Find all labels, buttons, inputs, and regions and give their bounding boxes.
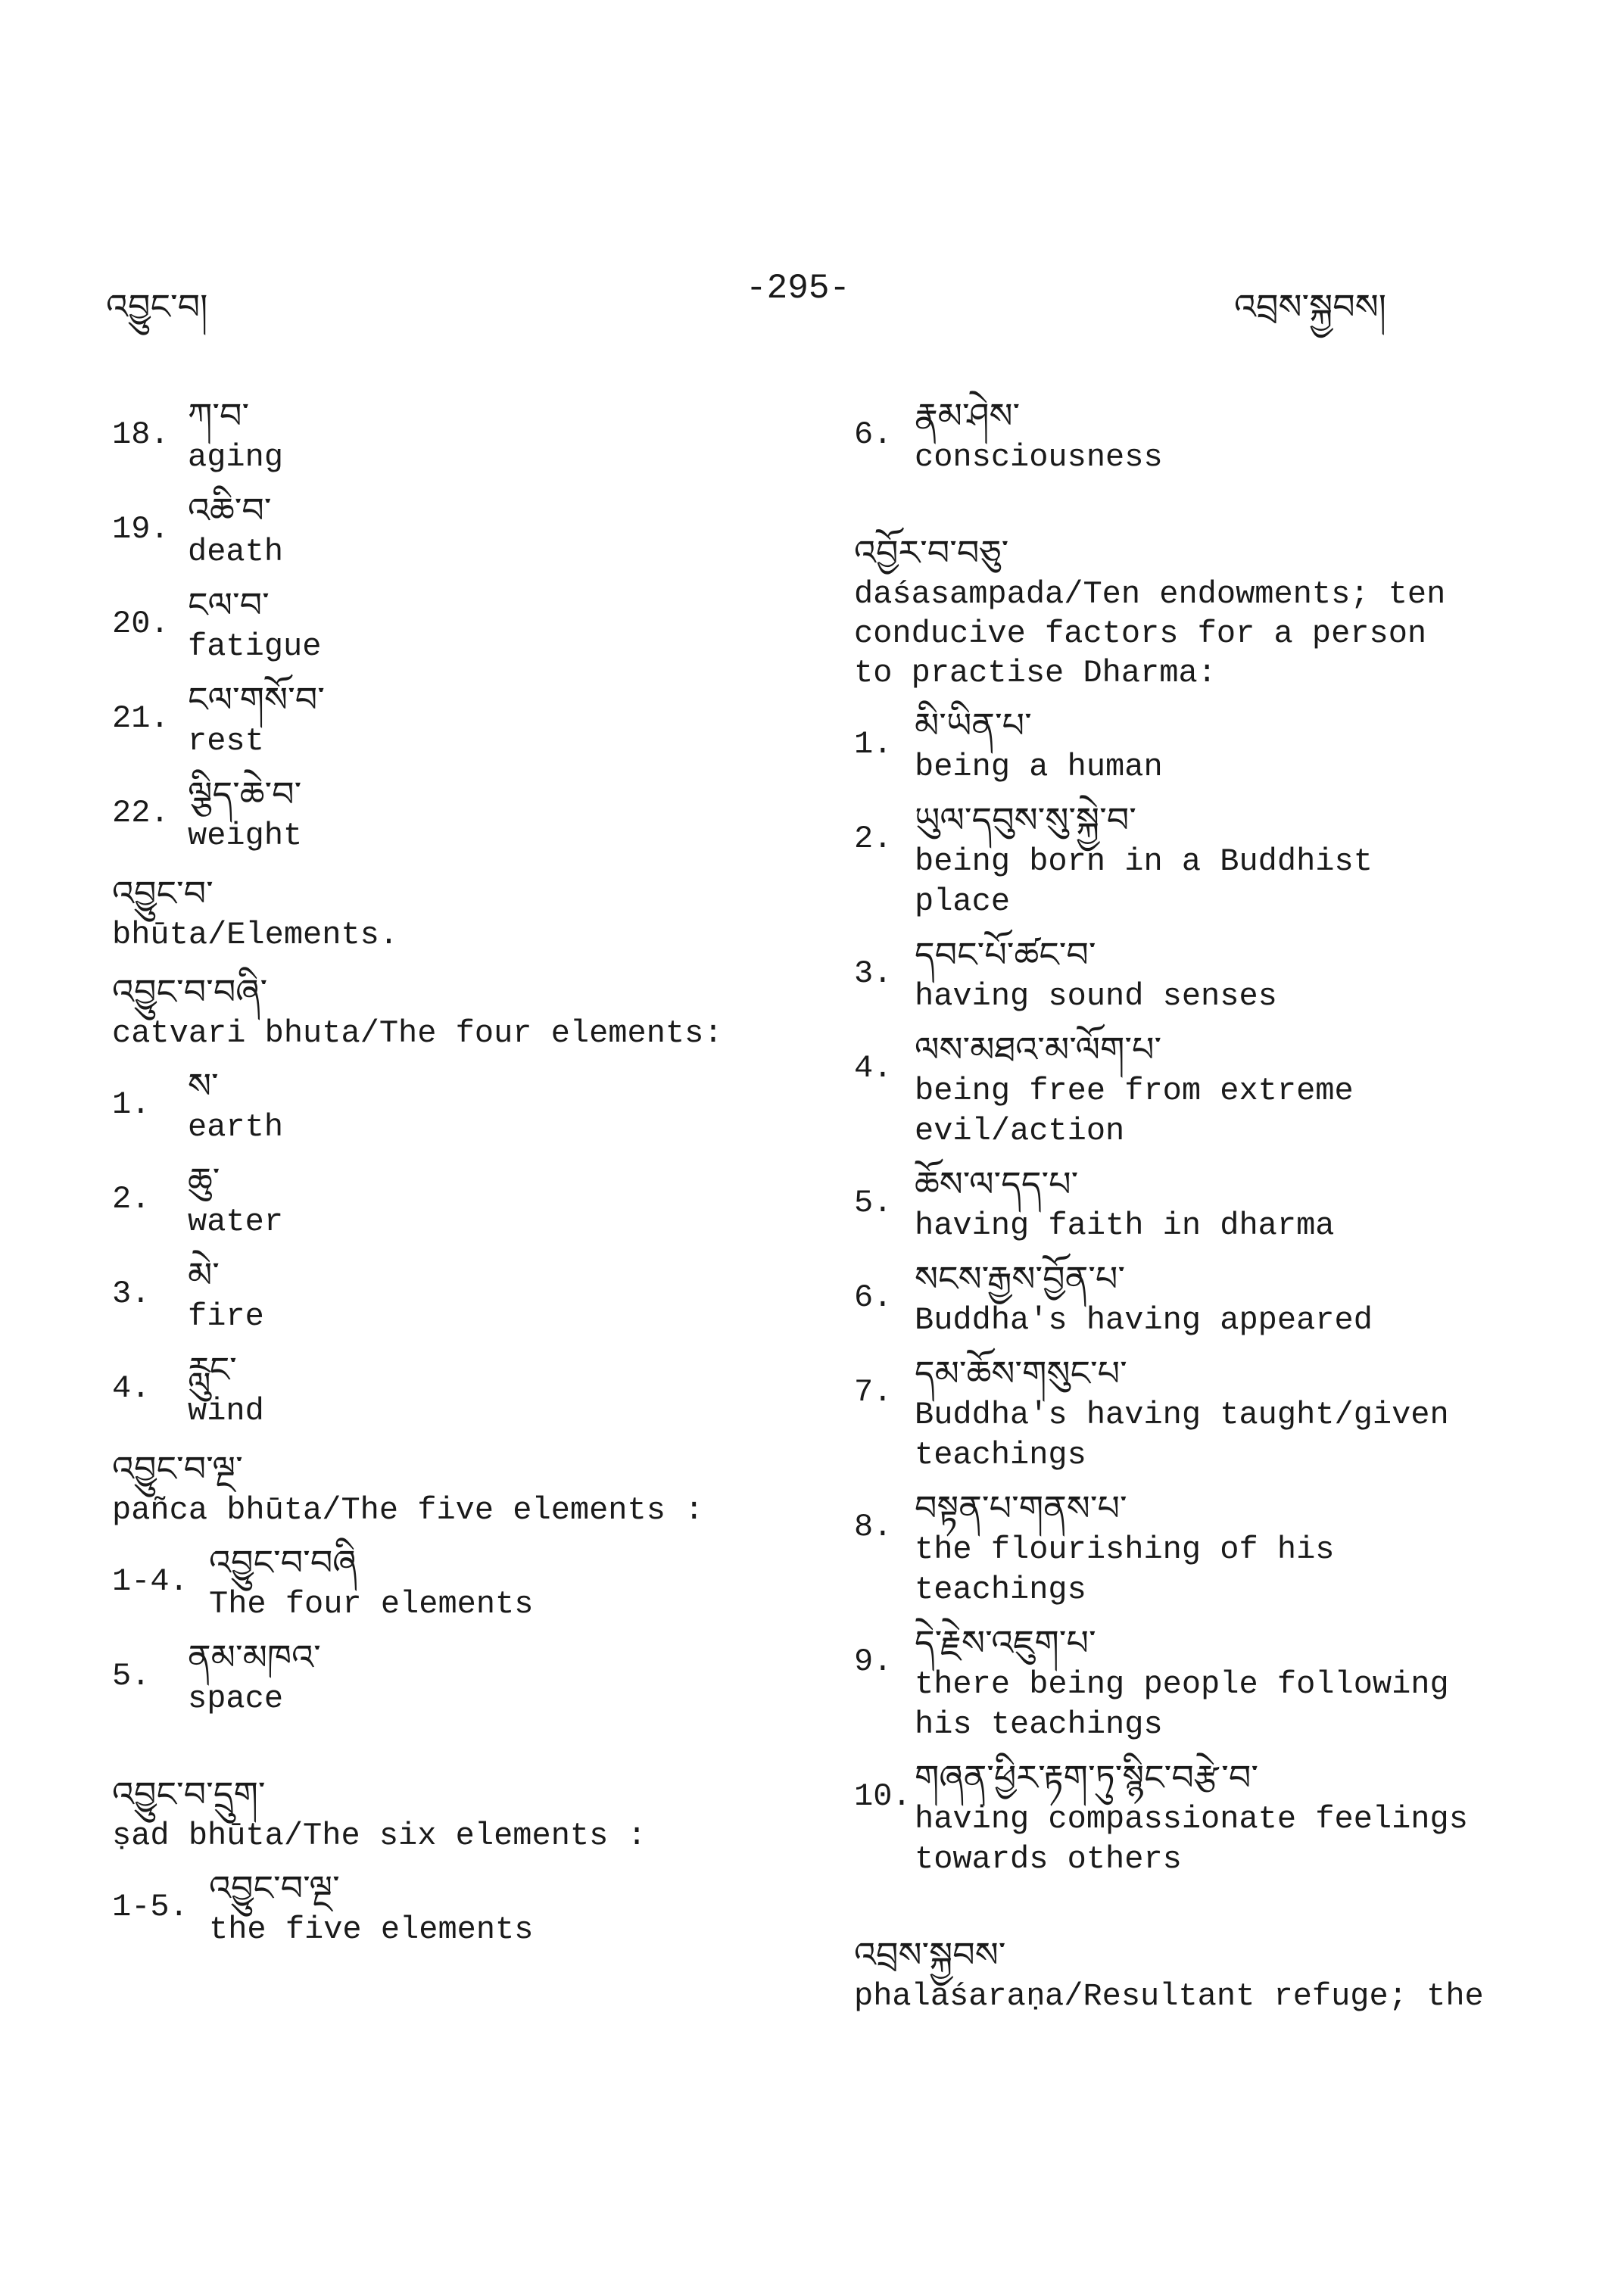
item-number: 1.	[854, 726, 893, 762]
section-description: conducive factors for a person	[854, 615, 1427, 652]
item-body	[915, 1257, 1535, 1341]
english-gloss: aging	[188, 439, 284, 475]
item-number: 1-5.	[112, 1889, 189, 1925]
english-gloss: weight	[188, 818, 303, 854]
section-description: catvari bhuta/The four elements:	[112, 1015, 723, 1051]
tibetan-term: ལྕིད་ཆེ་བ་	[188, 774, 302, 815]
list-item	[112, 1866, 824, 1950]
spacer	[854, 488, 1535, 516]
item-number: 9.	[854, 1643, 893, 1680]
item-body	[188, 1635, 824, 1719]
english-gloss: Buddha's having taught/given	[915, 1397, 1449, 1433]
english-gloss: the five elements	[209, 1911, 534, 1948]
item-body	[915, 394, 1535, 478]
english-gloss: wind	[188, 1393, 264, 1429]
item-body	[915, 1756, 1535, 1880]
item-body	[915, 933, 1535, 1017]
item-number: 22.	[112, 795, 170, 831]
english-gloss: there being people following	[915, 1666, 1449, 1703]
item-body	[188, 678, 824, 762]
item-body	[915, 1027, 1535, 1151]
list-item	[854, 1756, 1535, 1880]
item-number: 2.	[854, 821, 893, 857]
english-gloss: towards others	[915, 1841, 1182, 1877]
section-heading	[854, 531, 1535, 693]
item-body	[915, 1621, 1535, 1745]
list-item	[854, 1162, 1535, 1246]
english-gloss: teachings	[915, 1437, 1086, 1473]
list-item	[112, 1635, 824, 1719]
english-gloss: rest	[188, 723, 264, 759]
item-number: 4.	[854, 1050, 893, 1086]
item-number: 1-4.	[112, 1563, 189, 1600]
english-gloss: evil/action	[915, 1113, 1125, 1149]
item-number: 3.	[854, 955, 893, 992]
tibetan-term: དམ་ཆོས་གསུང་པ་	[915, 1353, 1127, 1394]
english-gloss: Buddha's having appeared	[915, 1302, 1373, 1338]
section-tibetan-term: འབྱུང་བ་	[112, 873, 214, 914]
list-item	[854, 933, 1535, 1017]
item-number: 4.	[112, 1370, 151, 1407]
section-description: pañca bhūta/The five elements :	[112, 1492, 704, 1528]
english-gloss: place	[915, 883, 1011, 920]
list-item	[854, 1351, 1535, 1475]
item-number: 8.	[854, 1509, 893, 1545]
tibetan-term: སངས་རྒྱས་བྱོན་པ་	[915, 1258, 1126, 1299]
item-body	[188, 583, 824, 667]
item-number: 1.	[112, 1086, 151, 1123]
english-gloss: earth	[188, 1109, 284, 1145]
header-left-title: འབྱུང་བ།	[106, 286, 208, 327]
item-body	[188, 488, 824, 572]
section-description: phalaśaraṇa/Resultant refuge; the	[854, 1978, 1484, 2014]
item-number: 18.	[112, 416, 170, 453]
item-body	[209, 1866, 824, 1950]
header-right-title: འབྲས་སྐྱབས།	[1234, 286, 1386, 327]
english-gloss: having compassionate feelings	[915, 1801, 1468, 1837]
item-number: 20.	[112, 606, 170, 642]
section-heading	[112, 1772, 824, 1855]
item-body	[188, 1158, 824, 1242]
list-item	[854, 1486, 1535, 1610]
section-tibetan-term: འབྱུང་བ་བཞི་	[112, 971, 268, 1012]
section-heading	[112, 970, 824, 1053]
tibetan-term: རླུང་	[188, 1349, 237, 1390]
list-item	[112, 394, 824, 478]
section-tibetan-term: འབྲས་སྐྱབས་	[854, 1934, 1006, 1975]
page-number: -295-	[746, 269, 851, 308]
tibetan-term: ཆོས་ལ་དད་པ་	[915, 1164, 1079, 1204]
list-item	[854, 1027, 1535, 1151]
english-gloss: space	[188, 1681, 284, 1717]
list-item	[112, 583, 824, 667]
tibetan-term: མེ་	[188, 1254, 220, 1295]
item-number: 7.	[854, 1374, 893, 1410]
item-number: 5.	[112, 1658, 151, 1694]
tibetan-term: འཆི་བ་	[188, 490, 272, 531]
item-body	[188, 772, 824, 856]
tibetan-term: འབྱུང་བ་བཞི	[209, 1542, 357, 1583]
section-description: bhūta/Elements.	[112, 917, 399, 953]
spacer	[112, 1730, 824, 1757]
item-body	[209, 1541, 824, 1625]
item-body	[915, 703, 1535, 787]
list-item	[854, 798, 1535, 922]
english-gloss: his teachings	[915, 1706, 1163, 1743]
tibetan-term: ངལ་བ་	[188, 584, 270, 625]
tibetan-term: དེ་རྗེས་འཇུག་པ་	[915, 1622, 1096, 1663]
list-item	[112, 772, 824, 856]
section-description: daśasampada/Ten endowments; ten	[854, 576, 1446, 612]
page-header	[0, 269, 1624, 327]
english-gloss: death	[188, 534, 284, 570]
list-item	[854, 1257, 1535, 1341]
spacer	[854, 1890, 1535, 1918]
english-gloss: consciousness	[915, 439, 1163, 475]
tibetan-term: ཀ་བ་	[188, 395, 250, 436]
tibetan-term: རྣམ་ཤེས་	[915, 395, 1021, 436]
item-number: 5.	[854, 1185, 893, 1221]
tibetan-term: ངལ་གསོ་བ་	[188, 679, 325, 720]
item-number: 3.	[112, 1276, 151, 1312]
item-number: 6.	[854, 416, 893, 453]
item-body	[915, 1351, 1535, 1475]
item-number: 21.	[112, 700, 170, 737]
english-gloss: being born in a Buddhist	[915, 843, 1373, 880]
english-gloss: fire	[188, 1298, 264, 1335]
section-tibetan-term: འབྱུང་བ་དྲུག་	[112, 1774, 266, 1815]
list-item	[112, 488, 824, 572]
list-item	[112, 1347, 824, 1432]
tibetan-term: ལས་མཐའ་མ་ལོག་པ་	[915, 1029, 1162, 1070]
item-number: 10.	[854, 1778, 912, 1815]
item-body	[915, 1162, 1535, 1246]
list-item	[112, 1064, 824, 1148]
list-item	[112, 1253, 824, 1337]
item-number: 6.	[854, 1279, 893, 1316]
list-item	[854, 1621, 1535, 1745]
item-body	[188, 1347, 824, 1432]
right-column	[854, 394, 1535, 2027]
list-item	[112, 678, 824, 762]
tibetan-term: གཞན་ཕྱིར་རྟག་ཏུ་སྙིང་བརྩེ་བ་	[915, 1757, 1258, 1798]
left-column	[112, 394, 824, 1961]
section-description: ṣad bhūta/The six elements :	[112, 1818, 647, 1854]
item-number: 2.	[112, 1181, 151, 1217]
english-gloss: having faith in dharma	[915, 1207, 1335, 1244]
section-heading	[112, 1447, 824, 1530]
item-number: 19.	[112, 511, 170, 547]
item-body	[188, 394, 824, 478]
english-gloss: water	[188, 1204, 284, 1240]
tibetan-term: ཡུལ་དབུས་སུ་སྐྱེ་བ་	[915, 799, 1136, 840]
section-description: to practise Dharma:	[854, 655, 1217, 691]
section-tibetan-term: འབྱོར་བ་བཅུ་	[854, 532, 1009, 573]
tibetan-term: མི་ཡིན་པ་	[915, 705, 1032, 746]
english-gloss: the flourishing of his	[915, 1531, 1335, 1568]
section-heading	[112, 871, 824, 955]
tibetan-term: བསྟན་པ་གནས་པ་	[915, 1488, 1127, 1528]
tibetan-term: འབྱུང་བ་ལྔ་	[209, 1868, 340, 1908]
tibetan-term: ཆུ་	[188, 1160, 220, 1201]
english-gloss: being free from extreme	[915, 1073, 1354, 1109]
item-body	[188, 1064, 824, 1148]
item-body	[915, 798, 1535, 922]
section-heading	[854, 1933, 1535, 2016]
tibetan-term: དབང་པོ་ཚང་བ་	[915, 934, 1096, 975]
list-item	[112, 1158, 824, 1242]
tibetan-term: ནམ་མཁའ་	[188, 1637, 321, 1678]
english-gloss: having sound senses	[915, 978, 1277, 1014]
list-item	[854, 703, 1535, 787]
english-gloss: fatigue	[188, 628, 322, 665]
section-tibetan-term: འབྱུང་བ་ལྔ་	[112, 1448, 243, 1489]
english-gloss: The four elements	[209, 1586, 534, 1622]
english-gloss: being a human	[915, 749, 1163, 785]
list-item	[854, 394, 1535, 478]
item-body	[915, 1486, 1535, 1610]
english-gloss: teachings	[915, 1572, 1086, 1608]
tibetan-term: ས་	[188, 1065, 219, 1106]
item-body	[188, 1253, 824, 1337]
list-item	[112, 1541, 824, 1625]
